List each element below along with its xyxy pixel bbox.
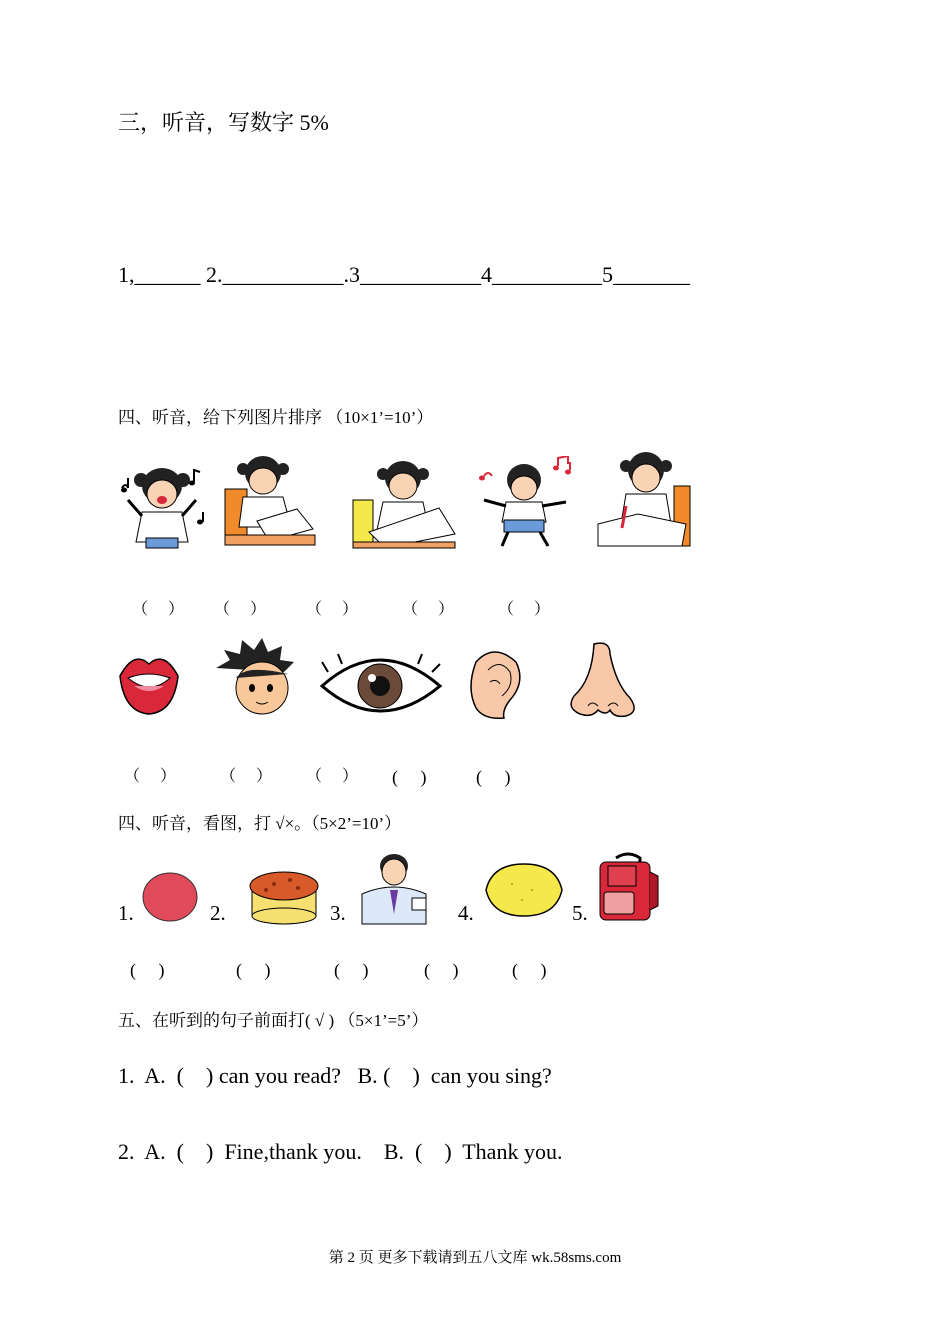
girl-drawing-icon <box>349 456 459 550</box>
lemon-icon <box>482 860 564 918</box>
answer-paren-9[interactable]: ( ) <box>392 767 427 787</box>
sentence-2[interactable]: 2. A. ( ) Fine,thank you. B. ( ) Thank you. <box>118 1139 563 1164</box>
answer-paren-15[interactable]: ( ) <box>512 960 547 980</box>
item-number-3: 3. <box>330 901 346 925</box>
girl-singing-icon <box>114 458 210 550</box>
eye-icon <box>318 652 444 720</box>
section5-title: 五、在听到的句子前面打( √ ) （5×1’=5’） <box>118 1011 429 1030</box>
girl-writing-icon <box>596 446 694 550</box>
sentence-1[interactable]: 1. A. ( ) can you read? B. ( ) can you sing? <box>118 1063 552 1088</box>
page-footer: 第 2 页 更多下载请到五八文库 wk.58sms.com <box>328 1250 622 1266</box>
section4a-title: 四、听音，给下列图片排序 （10×1’=10’） <box>118 408 434 427</box>
answer-paren-7[interactable]: （ ） <box>220 768 273 785</box>
ear-icon <box>466 646 526 720</box>
item-number-1: 1. <box>118 901 134 925</box>
item-number-4: 4. <box>458 901 474 925</box>
red-ball-icon <box>140 870 200 924</box>
nose-icon <box>566 640 638 720</box>
answer-paren-11[interactable]: ( ) <box>130 960 165 980</box>
answer-paren-3[interactable]: （ ） <box>306 601 359 618</box>
mouth-icon <box>116 646 182 718</box>
boy-face-icon <box>206 638 302 720</box>
item-number-2: 2. <box>210 901 226 925</box>
section4b-title: 四、听音，看图，打 √×。（5×2’=10’） <box>118 814 402 833</box>
answer-paren-5[interactable]: （ ） <box>498 601 551 618</box>
answer-paren-8[interactable]: （ ） <box>306 768 359 785</box>
section3-answer-blanks[interactable]: 1,______ 2.___________.3___________4__________5_______ <box>118 262 690 287</box>
answer-paren-6[interactable]: （ ） <box>124 768 177 785</box>
schoolbag-icon <box>594 852 662 924</box>
mooncake-icon <box>244 866 324 926</box>
answer-paren-2[interactable]: （ ） <box>214 601 267 618</box>
answer-paren-13[interactable]: ( ) <box>334 960 369 980</box>
answer-paren-12[interactable]: ( ) <box>236 960 271 980</box>
item-number-5: 5. <box>572 901 588 925</box>
answer-paren-1[interactable]: （ ） <box>132 601 185 618</box>
girl-reading-icon <box>221 451 317 547</box>
answer-paren-14[interactable]: ( ) <box>424 960 459 980</box>
man-drinking-tea-icon <box>350 850 436 926</box>
section3-title: 三，听音，写数字 5% <box>118 110 329 135</box>
girl-dancing-icon <box>474 456 586 550</box>
answer-paren-4[interactable]: （ ） <box>402 601 455 618</box>
answer-paren-10[interactable]: ( ) <box>476 767 511 787</box>
